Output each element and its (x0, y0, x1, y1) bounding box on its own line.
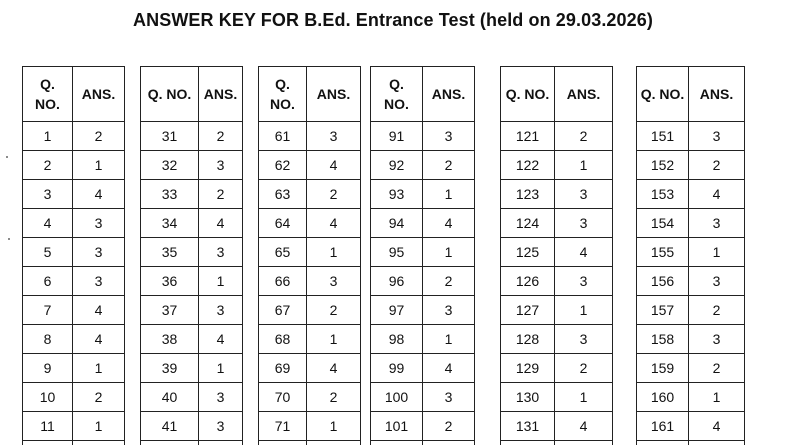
table-row (259, 412, 361, 441)
question-number-cell: 40 (141, 383, 199, 412)
answer-cell: 3 (423, 296, 475, 325)
question-number-header: Q. NO. (371, 67, 423, 122)
table-row (23, 151, 125, 180)
question-number-cell: 32 (141, 151, 199, 180)
answer-header: ANS. (199, 67, 243, 122)
question-number-cell: 4 (23, 209, 73, 238)
table-row (501, 296, 613, 325)
question-number-cell: 153 (637, 180, 689, 209)
question-number-cell: 92 (371, 151, 423, 180)
question-number-cell: 101 (371, 412, 423, 441)
answer-cell: 3 (199, 383, 243, 412)
answer-cell: 3 (555, 180, 613, 209)
question-number-cell: 152 (637, 151, 689, 180)
table-row (259, 209, 361, 238)
table-row (141, 209, 243, 238)
answer-cell: 1 (689, 383, 745, 412)
table-row (501, 383, 613, 412)
empty-cell (689, 441, 745, 445)
answer-cell: 4 (423, 354, 475, 383)
question-number-cell: 122 (501, 151, 555, 180)
table-row (259, 383, 361, 412)
question-number-cell: 126 (501, 267, 555, 296)
table-row (23, 209, 125, 238)
question-number-cell: 131 (501, 412, 555, 441)
table-row (141, 383, 243, 412)
answer-cell: 4 (73, 296, 125, 325)
answer-cell: 4 (199, 209, 243, 238)
table-row-continuation (259, 441, 361, 445)
table-row (371, 267, 475, 296)
answer-cell: 1 (555, 151, 613, 180)
empty-cell (501, 441, 555, 445)
question-number-cell: 155 (637, 238, 689, 267)
answer-cell: 4 (307, 151, 361, 180)
table-row (23, 383, 125, 412)
question-number-cell: 97 (371, 296, 423, 325)
answer-cell: 2 (423, 151, 475, 180)
table-row (637, 180, 745, 209)
table-row (259, 122, 361, 151)
answer-cell: 1 (423, 325, 475, 354)
table-row (141, 354, 243, 383)
answer-cell: 4 (555, 238, 613, 267)
table-row (23, 267, 125, 296)
table-row (371, 122, 475, 151)
answer-cell: 1 (307, 325, 361, 354)
table-header-row (23, 67, 125, 122)
table-row (501, 325, 613, 354)
answer-table-1 (22, 66, 125, 445)
answer-cell: 3 (73, 209, 125, 238)
empty-cell (555, 441, 613, 445)
table-row (259, 325, 361, 354)
question-number-header: Q. NO. (23, 67, 73, 122)
answer-cell: 2 (73, 122, 125, 151)
table-row (259, 267, 361, 296)
table-row (637, 383, 745, 412)
answer-cell: 4 (307, 354, 361, 383)
answer-cell: 2 (423, 412, 475, 441)
table-row-continuation (371, 441, 475, 445)
scan-speck (6, 156, 8, 158)
answer-cell: 3 (423, 383, 475, 412)
table-row (637, 354, 745, 383)
answer-cell: 1 (73, 354, 125, 383)
table-row (501, 267, 613, 296)
question-number-header: Q. NO. (141, 67, 199, 122)
question-number-cell: 9 (23, 354, 73, 383)
answer-table-6 (636, 66, 745, 445)
table-header-row (141, 67, 243, 122)
table-row (637, 412, 745, 441)
table-row (141, 267, 243, 296)
table-row (501, 122, 613, 151)
answer-cell: 3 (307, 122, 361, 151)
question-number-cell: 93 (371, 180, 423, 209)
question-number-cell: 127 (501, 296, 555, 325)
empty-cell (423, 441, 475, 445)
answer-cell: 1 (689, 238, 745, 267)
table-row-continuation (501, 441, 613, 445)
table-row (371, 209, 475, 238)
table-row (371, 296, 475, 325)
answer-cell: 1 (199, 267, 243, 296)
answer-cell: 3 (555, 209, 613, 238)
answer-header: ANS. (307, 67, 361, 122)
question-number-cell: 61 (259, 122, 307, 151)
answer-cell: 3 (73, 267, 125, 296)
answer-cell: 2 (307, 296, 361, 325)
table-row (141, 325, 243, 354)
question-number-cell: 1 (23, 122, 73, 151)
answer-header: ANS. (689, 67, 745, 122)
question-number-cell: 125 (501, 238, 555, 267)
question-number-cell: 36 (141, 267, 199, 296)
table-row (259, 238, 361, 267)
table-row (23, 296, 125, 325)
answer-cell: 1 (423, 180, 475, 209)
question-number-cell: 35 (141, 238, 199, 267)
question-number-cell: 154 (637, 209, 689, 238)
answer-cell: 1 (307, 238, 361, 267)
table-row (637, 325, 745, 354)
answer-header: ANS. (73, 67, 125, 122)
table-row (501, 412, 613, 441)
answer-cell: 1 (73, 151, 125, 180)
question-number-cell: 151 (637, 122, 689, 151)
question-number-cell: 33 (141, 180, 199, 209)
answer-cell: 3 (199, 412, 243, 441)
question-number-cell: 63 (259, 180, 307, 209)
table-header-row (259, 67, 361, 122)
table-row (23, 238, 125, 267)
table-row (501, 151, 613, 180)
table-row (259, 354, 361, 383)
table-row (637, 296, 745, 325)
question-number-header: Q. NO. (501, 67, 555, 122)
table-row (141, 180, 243, 209)
answer-cell: 4 (689, 180, 745, 209)
table-row (371, 354, 475, 383)
table-row (637, 122, 745, 151)
table-header-row (637, 67, 745, 122)
question-number-cell: 124 (501, 209, 555, 238)
answer-cell: 3 (423, 122, 475, 151)
table-row (371, 151, 475, 180)
answer-cell: 4 (199, 325, 243, 354)
table-row (23, 354, 125, 383)
answer-cell: 2 (73, 383, 125, 412)
question-number-cell: 91 (371, 122, 423, 151)
table-row (501, 209, 613, 238)
table-row (371, 325, 475, 354)
question-number-cell: 121 (501, 122, 555, 151)
table-header-row (371, 67, 475, 122)
answer-cell: 3 (555, 325, 613, 354)
answer-cell: 4 (555, 412, 613, 441)
answer-table-5 (500, 66, 613, 445)
answer-cell: 3 (689, 122, 745, 151)
answer-cell: 4 (423, 209, 475, 238)
question-number-cell: 8 (23, 325, 73, 354)
answer-cell: 1 (199, 354, 243, 383)
question-number-cell: 66 (259, 267, 307, 296)
answer-cell: 3 (199, 238, 243, 267)
question-number-cell: 96 (371, 267, 423, 296)
question-number-cell: 3 (23, 180, 73, 209)
question-number-cell: 65 (259, 238, 307, 267)
table-row (637, 209, 745, 238)
answer-cell: 2 (423, 267, 475, 296)
scan-speck (8, 238, 10, 240)
answer-cell: 3 (307, 267, 361, 296)
question-number-cell: 100 (371, 383, 423, 412)
table-row (501, 180, 613, 209)
empty-cell (199, 441, 243, 445)
question-number-cell: 158 (637, 325, 689, 354)
table-row (259, 296, 361, 325)
question-number-cell: 71 (259, 412, 307, 441)
table-row (141, 238, 243, 267)
question-number-cell: 41 (141, 412, 199, 441)
empty-cell (637, 441, 689, 445)
question-number-cell: 130 (501, 383, 555, 412)
question-number-cell: 68 (259, 325, 307, 354)
answer-cell: 2 (199, 122, 243, 151)
question-number-cell: 10 (23, 383, 73, 412)
answer-cell: 2 (689, 354, 745, 383)
question-number-cell: 123 (501, 180, 555, 209)
question-number-cell: 95 (371, 238, 423, 267)
question-number-cell: 161 (637, 412, 689, 441)
question-number-cell: 70 (259, 383, 307, 412)
table-row (141, 412, 243, 441)
question-number-cell: 128 (501, 325, 555, 354)
table-row (23, 180, 125, 209)
question-number-cell: 129 (501, 354, 555, 383)
answer-cell: 3 (73, 238, 125, 267)
table-row (141, 122, 243, 151)
table-row (259, 180, 361, 209)
answer-cell: 3 (199, 296, 243, 325)
empty-cell (73, 441, 125, 445)
answer-cell: 1 (555, 383, 613, 412)
empty-cell (259, 441, 307, 445)
page-title: ANSWER KEY FOR B.Ed. Entrance Test (held on 29.03.2026) (0, 10, 786, 31)
answer-cell: 1 (307, 412, 361, 441)
answer-cell: 1 (555, 296, 613, 325)
table-row (23, 325, 125, 354)
table-row (637, 267, 745, 296)
table-row-continuation (23, 441, 125, 445)
table-row (23, 122, 125, 151)
question-number-cell: 39 (141, 354, 199, 383)
answer-cell: 4 (307, 209, 361, 238)
table-row (371, 238, 475, 267)
question-number-cell: 64 (259, 209, 307, 238)
answer-table-2 (140, 66, 243, 445)
answer-cell: 3 (555, 267, 613, 296)
answer-cell: 3 (199, 151, 243, 180)
question-number-cell: 157 (637, 296, 689, 325)
question-number-cell: 34 (141, 209, 199, 238)
table-row (371, 412, 475, 441)
question-number-cell: 94 (371, 209, 423, 238)
answer-cell: 3 (689, 209, 745, 238)
question-number-cell: 2 (23, 151, 73, 180)
table-row (141, 296, 243, 325)
answer-cell: 3 (689, 325, 745, 354)
answer-table-3 (258, 66, 361, 445)
question-number-cell: 62 (259, 151, 307, 180)
question-number-cell: 67 (259, 296, 307, 325)
question-number-cell: 31 (141, 122, 199, 151)
table-row (371, 383, 475, 412)
question-number-header: Q. NO. (259, 67, 307, 122)
table-row (259, 151, 361, 180)
empty-cell (141, 441, 199, 445)
table-row (141, 151, 243, 180)
question-number-cell: 159 (637, 354, 689, 383)
empty-cell (371, 441, 423, 445)
answer-table-4 (370, 66, 475, 445)
answer-header: ANS. (423, 67, 475, 122)
answer-header: ANS. (555, 67, 613, 122)
answer-cell: 2 (307, 383, 361, 412)
answer-cell: 2 (307, 180, 361, 209)
question-number-cell: 7 (23, 296, 73, 325)
table-header-row (501, 67, 613, 122)
question-number-cell: 98 (371, 325, 423, 354)
table-row (501, 354, 613, 383)
table-row (501, 238, 613, 267)
table-row (371, 180, 475, 209)
answer-cell: 4 (73, 325, 125, 354)
empty-cell (307, 441, 361, 445)
table-row (637, 151, 745, 180)
table-row-continuation (141, 441, 243, 445)
question-number-cell: 69 (259, 354, 307, 383)
question-number-cell: 156 (637, 267, 689, 296)
answer-cell: 4 (73, 180, 125, 209)
answer-cell: 3 (689, 267, 745, 296)
question-number-cell: 99 (371, 354, 423, 383)
empty-cell (23, 441, 73, 445)
table-row-continuation (637, 441, 745, 445)
table-row (23, 412, 125, 441)
answer-cell: 2 (689, 296, 745, 325)
answer-cell: 4 (689, 412, 745, 441)
question-number-cell: 38 (141, 325, 199, 354)
answer-cell: 2 (689, 151, 745, 180)
question-number-cell: 11 (23, 412, 73, 441)
question-number-cell: 37 (141, 296, 199, 325)
question-number-cell: 160 (637, 383, 689, 412)
answer-cell: 2 (199, 180, 243, 209)
table-row (637, 238, 745, 267)
answer-cell: 2 (555, 354, 613, 383)
answer-cell: 1 (73, 412, 125, 441)
question-number-header: Q. NO. (637, 67, 689, 122)
question-number-cell: 5 (23, 238, 73, 267)
answer-cell: 2 (555, 122, 613, 151)
question-number-cell: 6 (23, 267, 73, 296)
answer-cell: 1 (423, 238, 475, 267)
